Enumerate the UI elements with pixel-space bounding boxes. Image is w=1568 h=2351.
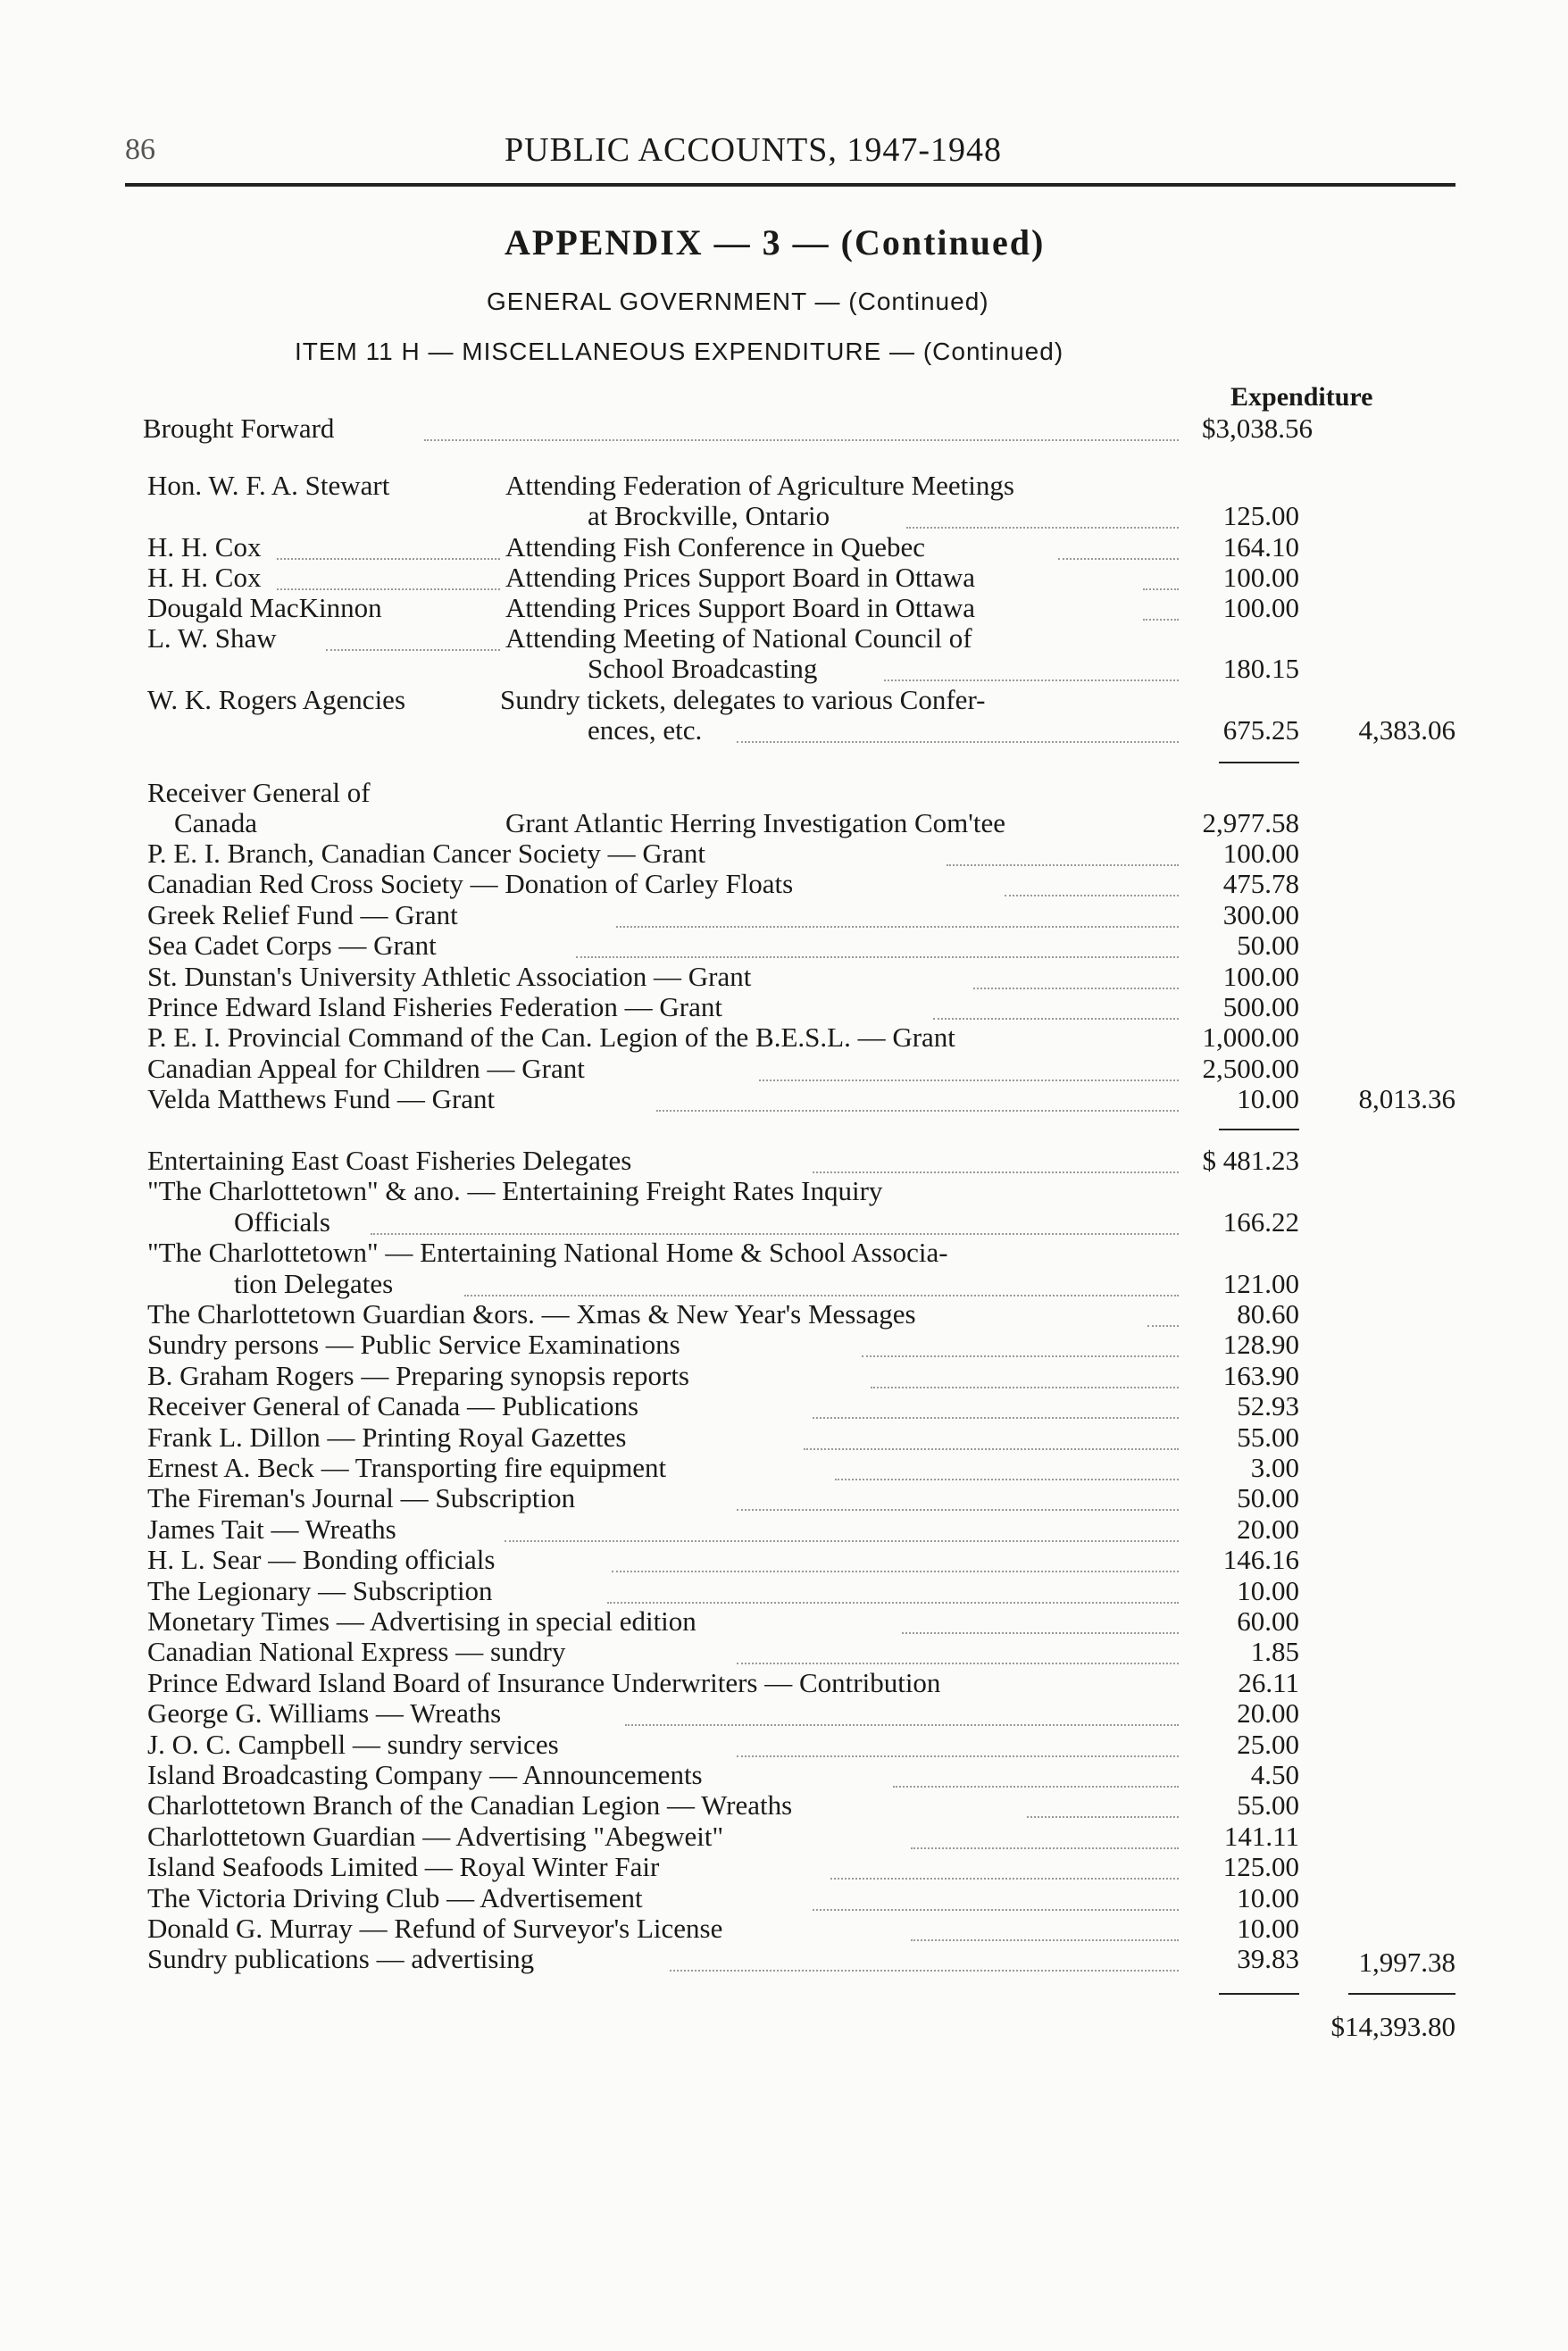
list-item-amount: 4.50 xyxy=(1250,1759,1299,1790)
list-item-text: "The Charlottetown" & ano. — Entertaining Freight Rates Inquiry xyxy=(147,1175,883,1206)
brought-forward-label: Brought Forward xyxy=(143,413,335,444)
leader-dots xyxy=(616,926,1179,928)
list-item-text: Island Broadcasting Company — Announcements xyxy=(147,1759,703,1790)
list-item-amount: 2,500.00 xyxy=(1202,1053,1299,1084)
list-item-text: Sundry persons — Public Service Examinations xyxy=(147,1329,680,1360)
leader-dots xyxy=(424,439,1179,441)
row-description: Attending Prices Support Board in Ottawa xyxy=(505,592,976,623)
list-item-amount: 100.00 xyxy=(1222,838,1299,869)
leader-dots xyxy=(862,1355,1179,1357)
list-item-text: "The Charlottetown" — Entertaining National Home & School Associa- xyxy=(147,1237,948,1268)
list-item-amount: 1,000.00 xyxy=(1202,1021,1299,1053)
leader-dots xyxy=(737,1755,1179,1757)
list-item-text-continued: tion Delegates xyxy=(234,1268,394,1299)
header-rule xyxy=(125,183,1455,187)
list-item-amount: 50.00 xyxy=(1237,930,1299,961)
leader-dots xyxy=(813,1417,1179,1419)
list-item-text: Receiver General of Canada — Publications xyxy=(147,1390,639,1421)
list-item-text: Island Seafoods Limited — Royal Winter Fair xyxy=(147,1851,660,1882)
list-item-amount: 20.00 xyxy=(1237,1513,1299,1545)
appendix-title: APPENDIX — 3 — (Continued) xyxy=(505,222,1046,263)
list-item-text: Prince Edward Island Board of Insurance Underwriters — Contribution xyxy=(147,1667,941,1698)
row-name: Dougald MacKinnon xyxy=(147,592,382,623)
list-item-text: Canadian Appeal for Children — Grant xyxy=(147,1053,585,1084)
leader-dots xyxy=(804,1448,1179,1450)
list-item-amount: 60.00 xyxy=(1237,1605,1299,1637)
list-item-text: Charlottetown Guardian — Advertising "Abegweit" xyxy=(147,1821,724,1852)
row-amount: 164.10 xyxy=(1222,531,1299,563)
leader-dots xyxy=(326,649,500,651)
leader-dots xyxy=(813,1171,1179,1173)
leader-dots xyxy=(576,956,1179,958)
list-item-text: Monetary Times — Advertising in special edition xyxy=(147,1605,696,1637)
section-subtitle: GENERAL GOVERNMENT — (Continued) xyxy=(487,288,989,315)
list-item-text: Greek Relief Fund — Grant xyxy=(147,899,458,930)
leader-dots xyxy=(656,1110,1179,1112)
brought-forward-amount: $3,038.56 xyxy=(1202,413,1313,444)
grand-total: $14,393.80 xyxy=(1330,2011,1455,2042)
list-item-amount: 166.22 xyxy=(1222,1206,1299,1238)
list-item-amount: 26.11 xyxy=(1238,1667,1299,1698)
row-description: Sundry tickets, delegates to various Confer- xyxy=(500,684,986,715)
leader-dots xyxy=(277,588,500,590)
list-item-amount: $ 481.23 xyxy=(1202,1145,1299,1176)
list-item-amount: 10.00 xyxy=(1237,1083,1299,1114)
list-item-text: Velda Matthews Fund — Grant xyxy=(147,1083,496,1114)
list-item-text: Frank L. Dillon — Printing Royal Gazettes xyxy=(147,1421,627,1453)
leader-dots xyxy=(505,1540,1179,1542)
leader-dots xyxy=(670,1970,1179,1972)
list-item-text: B. Graham Rogers — Preparing synopsis reports xyxy=(147,1360,689,1391)
leader-dots xyxy=(906,527,1179,529)
list-item-amount: 55.00 xyxy=(1237,1789,1299,1821)
list-item-text: P. E. I. Provincial Command of the Can. Legion of the B.E.S.L. — Grant xyxy=(147,1021,955,1053)
leader-dots xyxy=(884,679,1179,681)
row-description-continued: School Broadcasting xyxy=(588,653,818,684)
list-item-text: Sea Cadet Corps — Grant xyxy=(147,930,437,961)
leader-dots xyxy=(902,1632,1179,1634)
list-item-amount: 20.00 xyxy=(1237,1697,1299,1729)
list-item-amount: 80.60 xyxy=(1237,1298,1299,1330)
leader-dots xyxy=(371,1233,1179,1235)
row-name: Hon. W. F. A. Stewart xyxy=(147,470,390,501)
list-item-text: Entertaining East Coast Fisheries Delegates xyxy=(147,1145,632,1176)
list-item-amount: 10.00 xyxy=(1237,1913,1299,1944)
list-item-amount: 300.00 xyxy=(1222,899,1299,930)
list-item-amount: 39.83 xyxy=(1237,1943,1299,1974)
list-item-amount: 500.00 xyxy=(1222,991,1299,1022)
row-amount: 2,977.58 xyxy=(1202,807,1299,838)
list-item-amount: 121.00 xyxy=(1222,1268,1299,1299)
row-name: Receiver General of xyxy=(147,777,371,808)
section-total: 4,383.06 xyxy=(1358,714,1455,746)
leader-dots xyxy=(464,1295,1179,1296)
page-number: 86 xyxy=(125,133,155,166)
list-item-amount: 125.00 xyxy=(1222,1851,1299,1882)
list-item-amount: 141.11 xyxy=(1223,1821,1299,1852)
row-description: Attending Prices Support Board in Ottawa xyxy=(505,562,976,593)
list-item-amount: 25.00 xyxy=(1237,1729,1299,1760)
list-item-text: Sundry publications — advertising xyxy=(147,1943,535,1974)
list-item-text: J. O. C. Campbell — sundry services xyxy=(147,1729,559,1760)
section-total: 1,997.38 xyxy=(1358,1947,1455,1978)
row-name: H. H. Cox xyxy=(147,531,262,563)
list-item-text: Charlottetown Branch of the Canadian Legion — Wreaths xyxy=(147,1789,793,1821)
leader-dots xyxy=(737,1509,1179,1511)
row-amount: 675.25 xyxy=(1222,714,1299,746)
list-item-amount: 475.78 xyxy=(1222,868,1299,899)
leader-dots xyxy=(759,1080,1179,1081)
list-item-text-continued: Officials xyxy=(234,1206,330,1238)
leader-dots xyxy=(911,1847,1179,1849)
row-description: Attending Meeting of National Council of xyxy=(505,622,972,654)
subtotal-rule xyxy=(1219,1993,1299,1995)
list-item-amount: 1.85 xyxy=(1250,1636,1299,1667)
row-amount: 100.00 xyxy=(1222,592,1299,623)
list-item-amount: 146.16 xyxy=(1222,1544,1299,1575)
total-rule xyxy=(1348,1993,1455,1995)
leader-dots xyxy=(947,864,1179,866)
list-item-text: P. E. I. Branch, Canadian Cancer Society — Grant xyxy=(147,838,705,869)
page-header-title: PUBLIC ACCOUNTS, 1947-1948 xyxy=(505,131,1002,169)
list-item-text: George G. Williams — Wreaths xyxy=(147,1697,502,1729)
list-item-amount: 52.93 xyxy=(1237,1390,1299,1421)
leader-dots xyxy=(737,1663,1179,1664)
list-item-amount: 100.00 xyxy=(1222,961,1299,992)
list-item-text: St. Dunstan's University Athletic Association — Grant xyxy=(147,961,752,992)
leader-dots xyxy=(607,1602,1179,1604)
row-description-continued: ences, etc. xyxy=(588,714,703,746)
list-item-text: James Tait — Wreaths xyxy=(147,1513,396,1545)
leader-dots xyxy=(1005,895,1179,896)
row-description-continued: at Brockville, Ontario xyxy=(588,500,830,531)
list-item-amount: 10.00 xyxy=(1237,1882,1299,1913)
row-name-continued: Canada xyxy=(174,807,257,838)
leader-dots xyxy=(277,558,500,560)
list-item-text: Ernest A. Beck — Transporting fire equipment xyxy=(147,1452,667,1483)
list-item-text: H. L. Sear — Bonding officials xyxy=(147,1544,496,1575)
leader-dots xyxy=(911,1939,1179,1941)
list-item-text: Prince Edward Island Fisheries Federation — Grant xyxy=(147,991,722,1022)
leader-dots xyxy=(933,1018,1179,1020)
list-item-text: The Victoria Driving Club — Advertisement xyxy=(147,1882,643,1913)
row-name: L. W. Shaw xyxy=(147,622,277,654)
row-description: Attending Federation of Agriculture Meetings xyxy=(505,470,1014,501)
subtotal-rule xyxy=(1219,762,1299,763)
row-description: Attending Fish Conference in Quebec xyxy=(505,531,926,563)
list-item-text: The Legionary — Subscription xyxy=(147,1575,493,1606)
list-item-amount: 128.90 xyxy=(1222,1329,1299,1360)
leader-dots xyxy=(893,1786,1179,1788)
item-subtitle: ITEM 11 H — MISCELLANEOUS EXPENDITURE — (Continued) xyxy=(295,338,1064,365)
list-item-amount: 50.00 xyxy=(1237,1482,1299,1513)
leader-dots xyxy=(871,1387,1179,1388)
leader-dots xyxy=(737,741,1179,743)
subtotal-rule xyxy=(1219,1129,1299,1130)
row-amount: 180.15 xyxy=(1222,653,1299,684)
leader-dots xyxy=(973,988,1179,989)
list-item-amount: 3.00 xyxy=(1250,1452,1299,1483)
row-name: H. H. Cox xyxy=(147,562,262,593)
column-heading: Expenditure xyxy=(1230,382,1373,412)
leader-dots xyxy=(625,1724,1179,1726)
leader-dots xyxy=(1027,1816,1179,1818)
row-amount: 100.00 xyxy=(1222,562,1299,593)
list-item-text: Canadian National Express — sundry xyxy=(147,1636,566,1667)
list-item-text: Canadian Red Cross Society — Donation of Carley Floats xyxy=(147,868,794,899)
list-item-amount: 163.90 xyxy=(1222,1360,1299,1391)
row-description: Grant Atlantic Herring Investigation Com'tee xyxy=(505,807,1005,838)
section-total: 8,013.36 xyxy=(1358,1083,1455,1114)
list-item-amount: 10.00 xyxy=(1237,1575,1299,1606)
leader-dots xyxy=(612,1571,1179,1572)
list-item-text: The Charlottetown Guardian &ors. — Xmas & New Year's Messages xyxy=(147,1298,916,1330)
leader-dots xyxy=(830,1878,1179,1880)
list-item-amount: 55.00 xyxy=(1237,1421,1299,1453)
row-name: W. K. Rogers Agencies xyxy=(147,684,406,715)
leader-dots xyxy=(835,1479,1179,1480)
list-item-text: The Fireman's Journal — Subscription xyxy=(147,1482,576,1513)
leader-dots xyxy=(813,1909,1179,1911)
row-amount: 125.00 xyxy=(1222,500,1299,531)
list-item-text: Donald G. Murray — Refund of Surveyor's License xyxy=(147,1913,723,1944)
